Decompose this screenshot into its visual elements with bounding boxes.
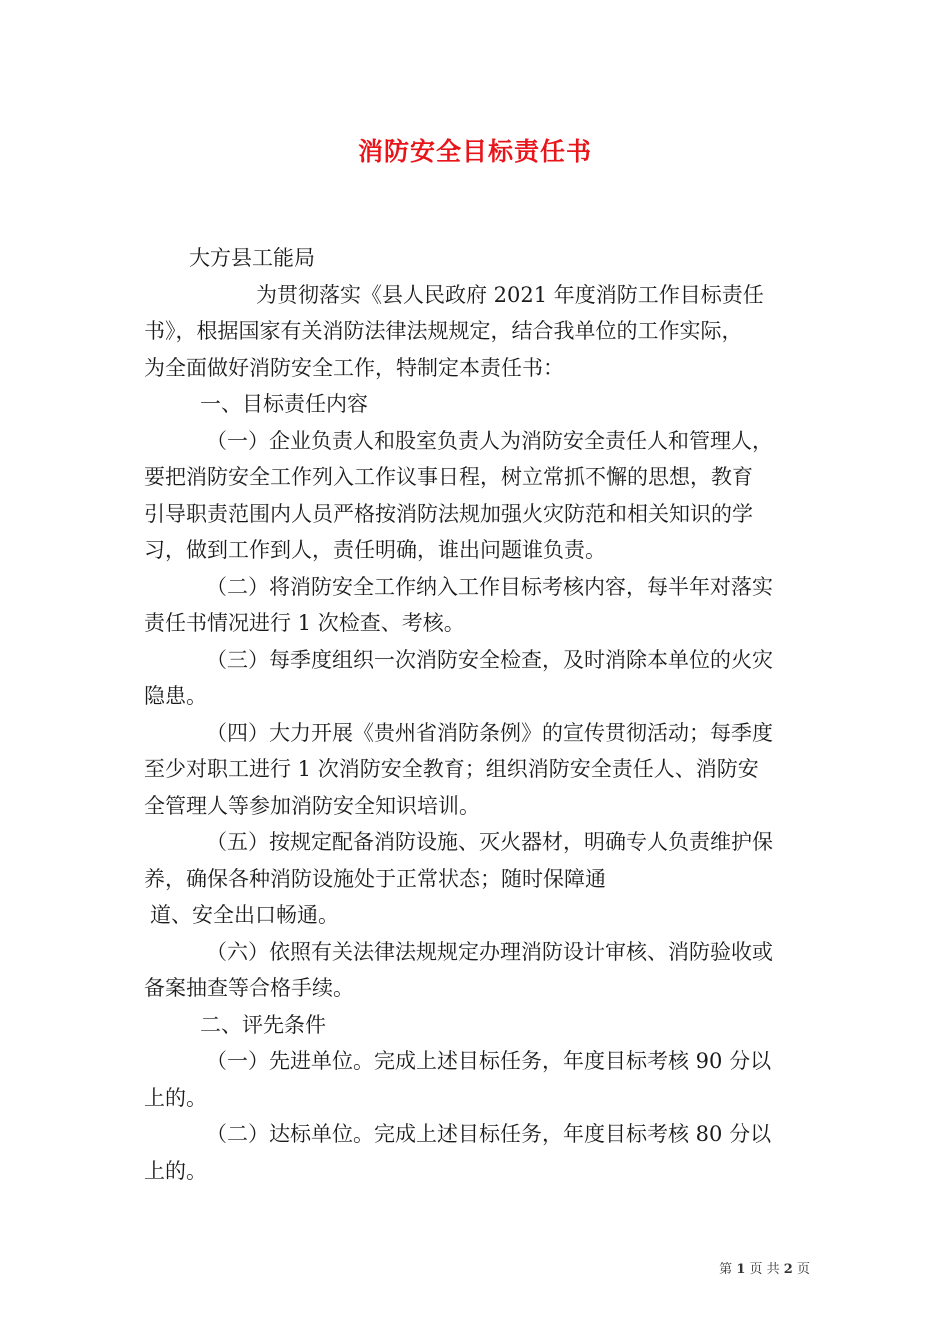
body-line: 全管理人等参加消防安全知识培训。 (144, 793, 480, 818)
body-line: 责任书情况进行 1 次检查、考核。 (144, 611, 465, 635)
document-title: 消防安全目标责任书 (357, 137, 592, 166)
section-heading: 二、评先条件 (200, 1012, 326, 1037)
section-heading: 一、目标责任内容 (200, 392, 368, 416)
body-line: 上的。 (144, 1085, 207, 1110)
body-line: 隐患。 (144, 684, 207, 708)
footer-total: 2 (783, 1262, 793, 1277)
body-line: 书》，根据国家有关消防法律法规规定，结合我单位的工作实际， (144, 319, 743, 343)
body-line: 上的。 (144, 1158, 207, 1183)
body-line: 道、安全出口畅通。 (150, 903, 339, 927)
body-line: （二）将消防安全工作纳入工作目标考核内容，每半年对落实 (206, 574, 773, 599)
body-line: 备案抽查等合格手续。 (144, 976, 354, 1000)
body-line: （六）依照有关法律法规规定办理消防设计审核、消防验收或 (206, 939, 773, 964)
footer-middle: 页 共 (749, 1262, 780, 1277)
footer-page: 1 (736, 1262, 746, 1277)
body-line: 为贯彻落实《县人民政府 2021 年度消防工作目标责任 (256, 282, 764, 307)
page-number-footer (719, 1258, 810, 1277)
body-line: 养，确保各种消防设施处于正常状态；随时保障通 (144, 866, 606, 891)
document-body (144, 240, 808, 1189)
body-line: （四）大力开展《贵州省消防条例》的宣传贯彻活动；每季度 (206, 720, 773, 745)
body-line: 大方县工能局 (189, 246, 315, 270)
body-line: 为全面做好消防安全工作，特制定本责任书： (144, 355, 564, 380)
body-line: （一）先进单位。完成上述目标任务，年度目标考核 90 分以 (206, 1049, 772, 1073)
body-line: 习，做到工作到人，责任明确，谁出问题谁负责。 (144, 538, 606, 562)
body-line: 引导职责范围内人员严格按消防法规加强火灾防范和相关知识的学 (144, 501, 753, 526)
body-line: 至少对职工进行 1 次消防安全教育；组织消防安全责任人、消防安 (144, 757, 759, 781)
footer-prefix: 第 (719, 1262, 733, 1277)
body-line: 要把消防安全工作列入工作议事日程，树立常抓不懈的思想，教育 (144, 465, 753, 489)
body-line: （三）每季度组织一次消防安全检查，及时消除本单位的火灾 (206, 647, 773, 672)
body-line: （一）企业负责人和股室负责人为消防安全责任人和管理人， (206, 428, 773, 453)
footer-suffix: 页 (796, 1262, 810, 1277)
body-line: （五）按规定配备消防设施、灭火器材，明确专人负责维护保 (206, 830, 773, 854)
body-line: （二）达标单位。完成上述目标任务，年度目标考核 80 分以 (206, 1122, 772, 1146)
